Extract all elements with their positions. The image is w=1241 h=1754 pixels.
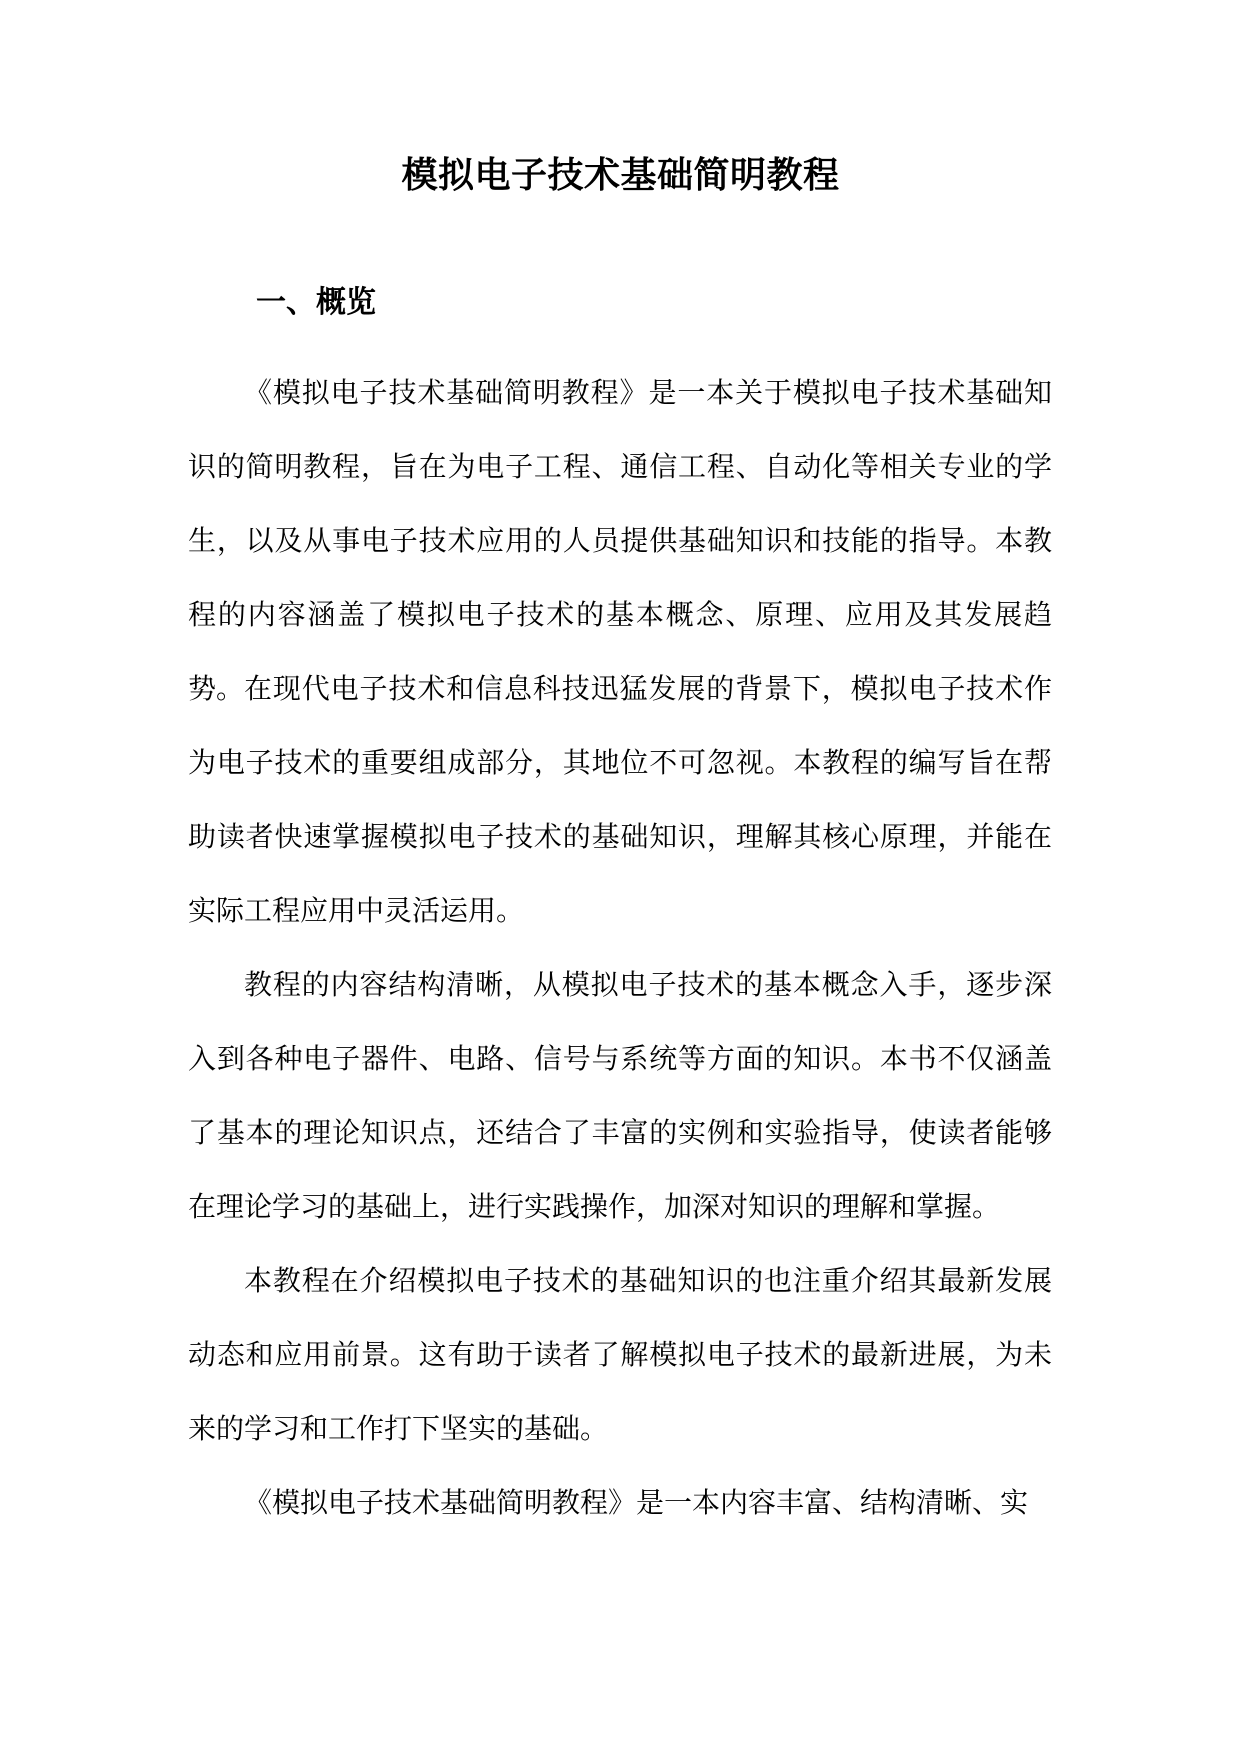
paragraph-2: 在现代电子技术和信息科技迅猛发展的背景下，模拟电子技术作为电子技术的重要组成部分，其地位不可忽视。本教程的编写旨在帮助读者快速掌握模拟电子技术的基础知识，理解其核心原理，并能在实际工程应用中灵活运用。 [188,672,1052,927]
paragraph-4: 本教程在介绍模拟电子技术的基础知识的也注重介绍其最新发展动态和应用前景。这有助于读者了解模拟电子技术的最新进展，为未来的学习和工作打下坚实的基础。 [188,1264,1052,1445]
paragraph-3: 教程的内容结构清晰，从模拟电子技术的基本概念入手，逐步深入到各种电子器件、电路、信号与系统等方面的知识。本书不仅涵盖了基本的理论知识点，还结合了丰富的实例和实验指导，使读者能够在理论学习的基础上，进行实践操作，加深对知识的理解和掌握。 [188,968,1052,1223]
paragraph-5: 《模拟电子技术基础简明教程》是一本内容丰富、结构清晰、实 [244,1486,1029,1519]
document-title: 模拟电子技术基础简明教程 [401,154,840,196]
paragraph-1: 《模拟电子技术基础简明教程》是一本关于模拟电子技术基础知识的简明教程，旨在为电子工程、通信工程、自动化等相关专业的学生，以及从事电子技术应用的人员提供基础知识和技能的指导。本教程的内容涵盖了模拟电子技术的基本概念、原理、应用及其发展趋势。 [188,376,1052,705]
section-heading-overview: 一、概览 [256,285,376,320]
